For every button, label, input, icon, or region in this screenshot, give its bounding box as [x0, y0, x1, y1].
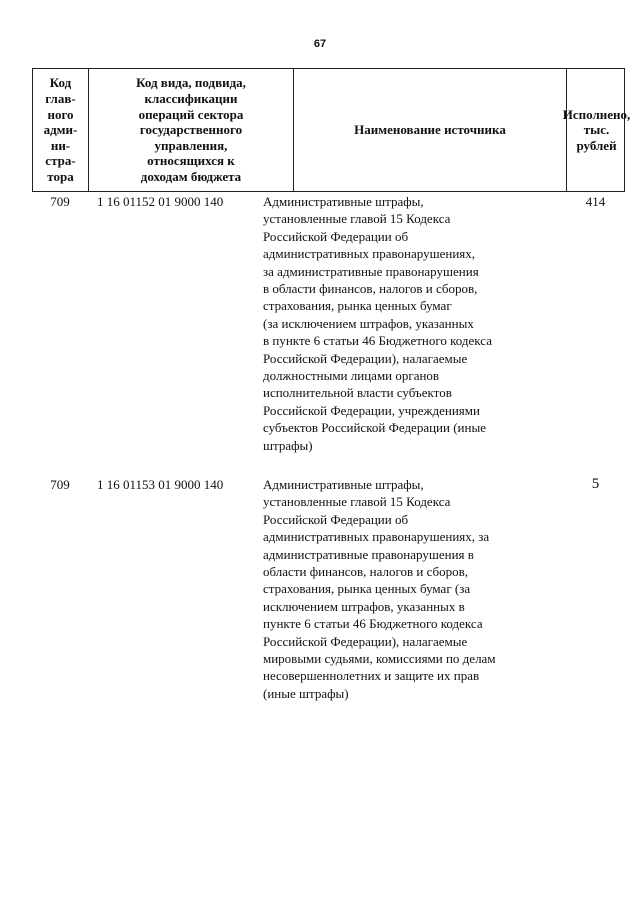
- source-name-line: области финансов, налогов и сборов,: [263, 564, 469, 580]
- admin-code: 709: [50, 194, 70, 209]
- header-source-name-text: Наименование источника: [354, 122, 506, 138]
- header-code-line: Код вида, подвида,: [136, 75, 246, 91]
- source-name-line: Российской Федерации об: [263, 228, 409, 244]
- source-name-line: установленные главой 15 Кодекса: [263, 211, 451, 227]
- header-code-line: классификации: [144, 91, 238, 107]
- source-name-line: установленные главой 15 Кодекса: [263, 494, 451, 510]
- header-amount-line: тыс. рублей: [576, 122, 617, 153]
- source-name-line: (за исключением штрафов, указанных: [263, 315, 474, 331]
- source-name-line: Российской Федерации), налагаемые: [263, 350, 468, 366]
- classification-code: 1 16 01153 01 9000 140: [97, 477, 224, 492]
- header-code-line: операций сектора: [138, 106, 244, 122]
- source-name-line: Российской Федерации), налагаемые: [263, 633, 468, 649]
- header-admin-line: стра-: [45, 153, 76, 169]
- source-name-line: в области финансов, налогов и сборов,: [263, 281, 478, 297]
- classification-code: 1 16 01152 01 9000 140: [97, 194, 224, 209]
- source-name: [263, 193, 563, 454]
- source-name-line: пункте 6 статьи 46 Бюджетного кодекса: [263, 616, 483, 632]
- header-amount: [562, 69, 631, 191]
- source-name-line: штрафы): [263, 437, 313, 453]
- source-name-line: в пункте 6 статьи 46 Бюджетного кодекса: [263, 333, 492, 349]
- source-name-line: Российской Федерации об: [263, 511, 409, 527]
- header-admin-line: ного: [47, 106, 74, 122]
- source-name-line: мировыми судьями, комиссиями по делам: [263, 651, 496, 667]
- source-name-line: Российской Федерации, учреждениями: [263, 402, 480, 418]
- source-name-line: исключением штрафов, указанных в: [263, 598, 465, 614]
- source-name-line: исполнительной власти субъектов: [263, 385, 452, 401]
- source-name: [263, 476, 563, 702]
- amount-value: 5: [591, 476, 600, 492]
- admin-code: 709: [50, 477, 70, 492]
- header-classification-code: [89, 69, 294, 191]
- header-admin-line: Код: [49, 75, 72, 91]
- source-name-line: страхования, рынка ценных бумаг (за: [263, 581, 471, 597]
- source-name-line: административных правонарушениях, за: [263, 529, 490, 545]
- header-admin-line: ни-: [50, 137, 71, 153]
- header-code-line: относящихся к: [147, 153, 235, 169]
- header-code-line: доходам бюджета: [140, 168, 242, 184]
- amount-value: 414: [585, 194, 606, 209]
- header-amount-line: Исполнено,: [562, 106, 631, 122]
- source-name-line: Административные штрафы,: [263, 194, 424, 209]
- header-code-line: государственного: [139, 122, 243, 138]
- header-admin-line: глав-: [45, 91, 76, 107]
- source-name-line: административные правонарушения в: [263, 546, 474, 562]
- source-name-line: Административные штрафы,: [263, 477, 424, 492]
- source-name-line: административных правонарушениях,: [263, 246, 475, 262]
- source-name-line: (иные штрафы): [263, 685, 349, 701]
- page-number: 67: [313, 38, 327, 50]
- source-name-line: за административные правонарушения: [263, 263, 479, 279]
- header-code-line: управления,: [154, 137, 228, 153]
- header-source-name: [294, 69, 567, 191]
- source-name-line: должностными лицами органов: [263, 368, 440, 384]
- header-admin-line: тора: [47, 168, 74, 184]
- header-admin-line: адми-: [43, 122, 78, 138]
- source-name-line: страхования, рынка ценных бумаг: [263, 298, 452, 314]
- source-name-line: субъектов Российской Федерации (иные: [263, 420, 486, 436]
- source-name-line: несовершеннолетних и защите их прав: [263, 668, 480, 684]
- table-header: [32, 68, 631, 192]
- header-admin-code: [33, 69, 89, 191]
